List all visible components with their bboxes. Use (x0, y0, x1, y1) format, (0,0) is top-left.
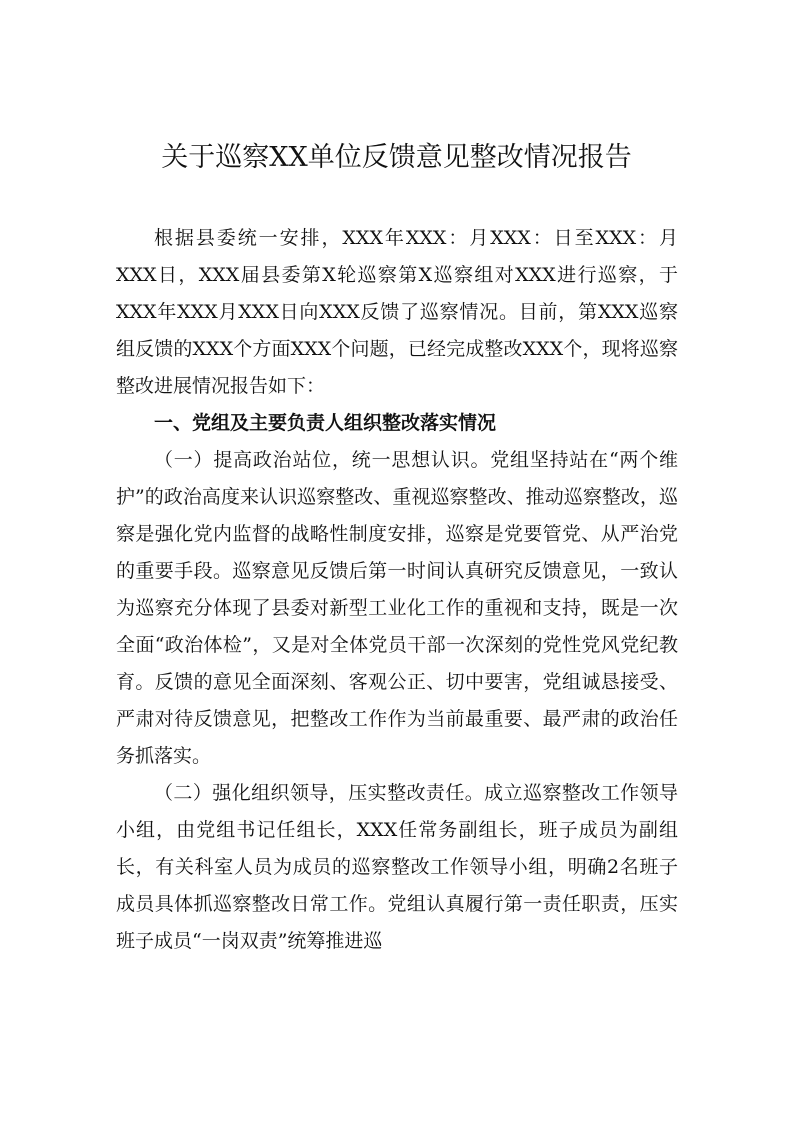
document-body (116, 220, 678, 960)
intro-paragraph: 根据县委统一安排，XXX年XXX：月XXX：日至XXX：月XXX日，XXX届县委第X轮巡察第X巡察组对XXX进行巡察，于XXX年XXX月XXX日向XXX反馈了巡察情况。目前，第XXX巡察组反馈的XXX个方面XXX个问题，已经完成整改XXX个，现将巡察整改进展情况报告如下： (116, 227, 678, 397)
paragraph-1: （一）提高政治站位，统一思想认识。党组坚持站在“两个维护”的政治高度来认识巡察整改、重视巡察整改、推动巡察整改，巡察是强化党内监督的战略性制度安排，巡察是党要管党、从严治党的重要手段。巡察意见反馈后第一时间认真研究反馈意见，一致认为巡察充分体现了县委对新型工业化工作的重视和支持，既是一次全面“政治体检”，又是对全体党员干部一次深刻的党性党风党纪教育。反馈的意见全面深刻、客观公正、切中要害，党组诚恳接受、严肃对待反馈意见，把整改工作作为当前最重要、最严肃的政治任务抓落实。 (116, 449, 678, 767)
document-title: 关于巡察XX单位反馈意见整改情况报告 (161, 142, 632, 173)
section-heading-1: 一、党组及主要负责人组织整改落实情况 (154, 412, 497, 434)
paragraph-2: （二）强化组织领导，压实整改责任。成立巡察整改工作领导小组，由党组书记任组长，XXX任常务副组长，班子成员为副组长，有关科室人员为成员的巡察整改工作领导小组，明确2名班子成员具体抓巡察整改日常工作。党组认真履行第一责任职责，压实班子成员“一岗双责”统筹推进巡 (116, 782, 678, 952)
